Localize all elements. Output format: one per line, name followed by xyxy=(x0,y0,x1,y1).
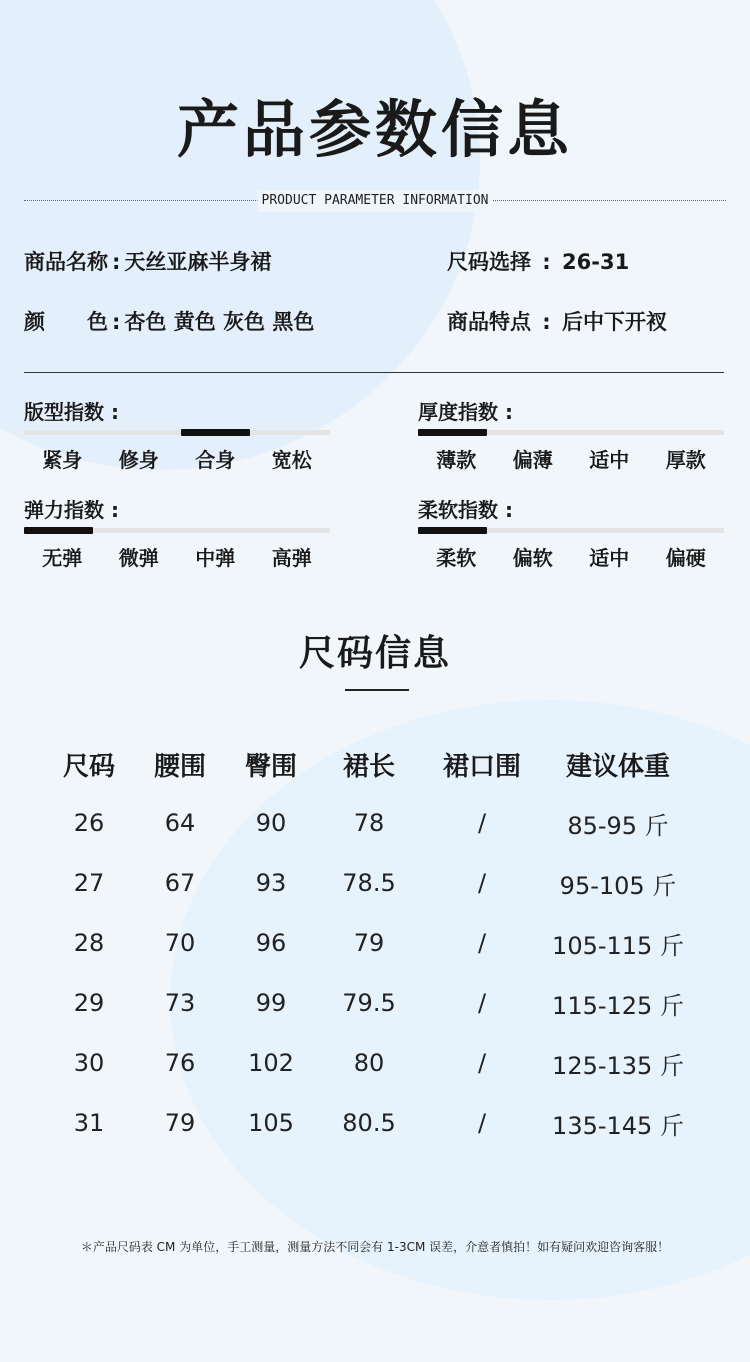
scale-softness xyxy=(418,495,724,573)
page-title: 产品参数信息 xyxy=(176,93,573,166)
scale-option: 偏薄 xyxy=(512,448,553,472)
table-cell: 76 xyxy=(164,1049,196,1077)
size-table xyxy=(44,735,694,1153)
scale-indicator xyxy=(181,429,250,436)
table-cell: 90 xyxy=(255,809,287,837)
table-header: 裙长 xyxy=(342,751,395,782)
table-cell: 105-115 斤 xyxy=(552,931,684,960)
scale-track xyxy=(418,528,724,533)
table-cell: 96 xyxy=(255,929,287,957)
table-row xyxy=(44,853,694,913)
scale-label: 柔软指数 : xyxy=(418,498,513,522)
scale-option: 紧身 xyxy=(42,448,83,472)
table-row xyxy=(44,1093,694,1153)
table-cell: 85-95 斤 xyxy=(567,811,669,840)
scale-option: 适中 xyxy=(589,448,630,472)
info-value: 天丝亚麻半身裙 xyxy=(124,250,272,274)
table-row xyxy=(44,913,694,973)
measurement-note: ＊产品尺码表 CM 为单位，手工测量，测量方法不同会有 1-3CM 误差，介意者慎拍！如有疑问欢迎咨询客服！ xyxy=(80,1240,670,1254)
info-value: 杏色 黄色 灰色 黑色 xyxy=(124,310,315,334)
table-header: 建议体重 xyxy=(565,751,670,782)
table-cell: / xyxy=(477,1049,487,1077)
table-cell: 135-145 斤 xyxy=(552,1111,684,1140)
table-cell: / xyxy=(477,809,487,837)
table-cell: 30 xyxy=(73,1049,105,1077)
scale-track xyxy=(24,430,330,435)
scale-option: 无弹 xyxy=(42,546,83,570)
info-value: 后中下开衩 xyxy=(562,310,668,334)
table-cell: 67 xyxy=(164,869,196,897)
scale-option: 合身 xyxy=(195,448,236,472)
table-cell: 78.5 xyxy=(342,869,396,897)
subtitle-rule xyxy=(24,190,726,212)
table-cell: 102 xyxy=(248,1049,294,1077)
scale-label: 厚度指数 : xyxy=(418,400,513,424)
info-label: 尺码选择 xyxy=(447,250,531,274)
table-header: 腰围 xyxy=(153,751,206,782)
table-cell: 93 xyxy=(255,869,287,897)
scale-option: 柔软 xyxy=(436,546,477,570)
table-cell: / xyxy=(477,1109,487,1137)
table-cell: 27 xyxy=(73,869,105,897)
scale-indicator xyxy=(24,527,93,534)
table-row xyxy=(44,973,694,1033)
scale-option: 高弹 xyxy=(271,546,312,570)
scale-fit xyxy=(24,397,330,475)
info-colors: 颜 色 : 杏色 黄色 灰色 黑色 xyxy=(24,310,315,334)
table-cell: 31 xyxy=(73,1109,105,1137)
table-header: 臀围 xyxy=(244,751,297,782)
table-row xyxy=(44,1033,694,1093)
table-cell: 26 xyxy=(73,809,105,837)
table-cell: 80.5 xyxy=(342,1109,396,1137)
scale-option: 厚款 xyxy=(665,448,706,472)
table-cell: 80 xyxy=(353,1049,385,1077)
table-header: 尺码 xyxy=(62,751,115,782)
table-cell: 70 xyxy=(164,929,196,957)
table-cell: 79 xyxy=(164,1109,196,1137)
table-header: 裙口围 xyxy=(442,751,521,782)
table-cell: 28 xyxy=(73,929,105,957)
table-cell: 29 xyxy=(73,989,105,1017)
table-cell: 105 xyxy=(248,1109,294,1137)
scale-option: 中弹 xyxy=(195,546,236,570)
table-cell: 64 xyxy=(164,809,196,837)
scale-option: 宽松 xyxy=(271,448,312,472)
info-value: 26-31 xyxy=(562,250,630,274)
page-subtitle: PRODUCT PARAMETER INFORMATION xyxy=(258,190,493,212)
table-cell: 79.5 xyxy=(342,989,396,1017)
scale-label: 弹力指数 : xyxy=(24,498,119,522)
scale-option: 微弹 xyxy=(118,546,159,570)
scale-option: 偏软 xyxy=(512,546,553,570)
scale-option: 薄款 xyxy=(436,448,477,472)
info-size-range: 尺码选择 : 26-31 xyxy=(447,250,630,274)
scale-elasticity xyxy=(24,495,330,573)
table-cell: / xyxy=(477,869,487,897)
info-label: 商品名称 xyxy=(24,250,108,274)
scale-label: 版型指数 : xyxy=(24,400,119,424)
scale-indicator xyxy=(418,429,487,436)
table-cell: 99 xyxy=(255,989,287,1017)
table-cell: 125-135 斤 xyxy=(552,1051,684,1080)
scale-option: 修身 xyxy=(118,448,159,472)
table-header-row xyxy=(44,735,694,793)
table-cell: / xyxy=(477,929,487,957)
size-section-title: 尺码信息 xyxy=(298,633,451,674)
table-cell: 78 xyxy=(353,809,385,837)
scale-thickness xyxy=(418,397,724,475)
info-feature: 商品特点 : 后中下开衩 xyxy=(447,310,668,334)
scale-track xyxy=(418,430,724,435)
info-label: 商品特点 xyxy=(447,310,531,334)
scale-track xyxy=(24,528,330,533)
table-cell: 115-125 斤 xyxy=(552,991,684,1020)
table-cell: 79 xyxy=(353,929,385,957)
scale-indicator xyxy=(418,527,487,534)
table-cell: 95-105 斤 xyxy=(559,871,677,900)
table-cell: / xyxy=(477,989,487,1017)
size-title-underline xyxy=(345,689,409,691)
info-label: 颜 色 xyxy=(24,310,108,334)
info-product-name: 商品名称 : 天丝亚麻半身裙 xyxy=(24,250,272,274)
scale-option: 偏硬 xyxy=(665,546,706,570)
table-cell: 73 xyxy=(164,989,196,1017)
table-row xyxy=(44,793,694,853)
scale-option: 适中 xyxy=(589,546,630,570)
section-divider xyxy=(24,372,724,373)
